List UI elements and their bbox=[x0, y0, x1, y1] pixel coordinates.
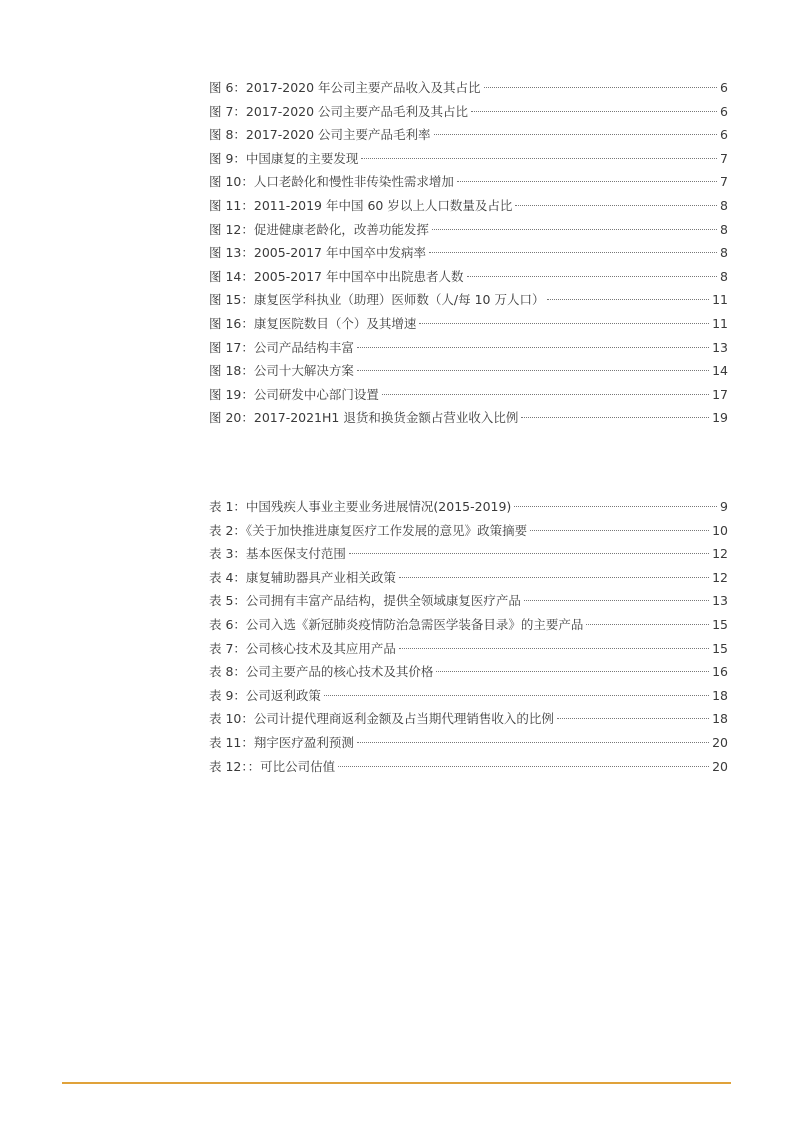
toc-entry-page: 13 bbox=[712, 339, 728, 355]
toc-entry-page: 20 bbox=[712, 734, 728, 750]
toc-entry-title: 图 17：公司产品结构丰富 bbox=[209, 339, 354, 355]
figure-index bbox=[209, 76, 728, 430]
toc-entry[interactable] bbox=[209, 336, 728, 360]
toc-entry-page: 6 bbox=[720, 103, 728, 119]
dot-leader bbox=[514, 506, 717, 507]
dot-leader bbox=[429, 252, 717, 253]
toc-entry-page: 12 bbox=[712, 569, 728, 585]
toc-entry[interactable] bbox=[209, 613, 728, 637]
toc-entry-page: 15 bbox=[712, 640, 728, 656]
dot-leader bbox=[324, 695, 709, 696]
dot-leader bbox=[361, 158, 717, 159]
toc-entry-title: 图 12：促进健康老龄化，改善功能发挥 bbox=[209, 221, 429, 237]
toc-entry[interactable] bbox=[209, 731, 728, 755]
dot-leader bbox=[357, 742, 709, 743]
toc-entry-title: 表 4：康复辅助器具产业相关政策 bbox=[209, 569, 396, 585]
toc-entry-page: 8 bbox=[720, 245, 728, 261]
toc-entry-page: 19 bbox=[712, 410, 728, 426]
toc-entry[interactable] bbox=[209, 566, 728, 590]
toc-entry-title: 表 2：《关于加快推进康复医疗工作发展的意见》政策摘要 bbox=[209, 522, 528, 538]
toc-entry[interactable] bbox=[209, 589, 728, 613]
toc-entry-page: 13 bbox=[712, 593, 728, 609]
dot-leader bbox=[484, 87, 718, 88]
toc-entry-page: 6 bbox=[720, 127, 728, 143]
dot-leader bbox=[457, 181, 717, 182]
toc-entry[interactable] bbox=[209, 707, 728, 731]
dot-leader bbox=[399, 577, 709, 578]
toc-entry-page: 17 bbox=[712, 386, 728, 402]
toc-entry[interactable] bbox=[209, 265, 728, 289]
toc-entry-title: 表 10：公司计提代理商返利金额及占当期代理销售收入的比例 bbox=[209, 711, 554, 727]
toc-entry[interactable] bbox=[209, 170, 728, 194]
toc-entry[interactable] bbox=[209, 218, 728, 242]
toc-entry[interactable] bbox=[209, 241, 728, 265]
dot-leader bbox=[436, 671, 709, 672]
dot-leader bbox=[338, 766, 709, 767]
dot-leader bbox=[471, 111, 717, 112]
toc-entry-title: 表 6：公司入选《新冠肺炎疫情防治急需医学装备目录》的主要产品 bbox=[209, 616, 584, 632]
toc-entry[interactable] bbox=[209, 76, 728, 100]
dot-leader bbox=[357, 347, 709, 348]
dot-leader bbox=[419, 323, 709, 324]
toc-entry-title: 图 20：2017-2021H1 退货和换货金额占营业收入比例 bbox=[209, 410, 519, 426]
dot-leader bbox=[524, 600, 709, 601]
dot-leader bbox=[434, 134, 718, 135]
toc-entry-title: 图 6：2017-2020 年公司主要产品收入及其占比 bbox=[209, 80, 481, 95]
dot-leader bbox=[515, 205, 717, 206]
toc-entry-title: 图 7：2017-2020 公司主要产品毛利及其占比 bbox=[209, 103, 469, 119]
dot-leader bbox=[382, 394, 709, 395]
toc-entry-title: 表 11：翔宇医疗盈利预测 bbox=[209, 734, 354, 750]
toc-entry[interactable] bbox=[209, 684, 728, 708]
toc-entry-page: 8 bbox=[720, 221, 728, 237]
table-index bbox=[209, 495, 728, 778]
dot-leader bbox=[530, 530, 709, 531]
toc-entry-page: 7 bbox=[720, 174, 728, 190]
toc-entry-page: 16 bbox=[712, 664, 728, 680]
toc-entry[interactable] bbox=[209, 100, 728, 124]
dot-leader bbox=[349, 553, 709, 554]
dot-leader bbox=[557, 718, 709, 719]
toc-entry-title: 表 9：公司返利政策 bbox=[209, 687, 321, 703]
toc-entry-page: 7 bbox=[720, 150, 728, 166]
toc-entry[interactable] bbox=[209, 637, 728, 661]
toc-entry[interactable] bbox=[209, 406, 728, 430]
toc-entry[interactable] bbox=[209, 383, 728, 407]
dot-leader bbox=[357, 370, 709, 371]
toc-entry[interactable] bbox=[209, 542, 728, 566]
toc-entry[interactable] bbox=[209, 194, 728, 218]
toc-entry-title: 图 11：2011-2019 年中国 60 岁以上人口数量及占比 bbox=[209, 197, 513, 213]
dot-leader bbox=[467, 276, 718, 277]
toc-entry-title: 图 15：康复医学科执业（助理）医师数（人/每 10 万人口） bbox=[209, 292, 545, 308]
toc-entry-title: 表 8：公司主要产品的核心技术及其价格 bbox=[209, 664, 434, 680]
toc-entry-page: 14 bbox=[712, 363, 728, 379]
toc-entry-title: 表 1：中国残疾人事业主要业务进展情况(2015-2019) bbox=[209, 499, 512, 514]
toc-entry-page: 20 bbox=[712, 758, 728, 774]
toc-entry-title: 图 14：2005-2017 年中国卒中出院患者人数 bbox=[209, 268, 464, 284]
toc-entry-page: 6 bbox=[720, 80, 728, 95]
toc-entry-page: 8 bbox=[720, 197, 728, 213]
toc-entry[interactable] bbox=[209, 359, 728, 383]
toc-entry[interactable] bbox=[209, 123, 728, 147]
toc-entry[interactable] bbox=[209, 660, 728, 684]
toc-entry[interactable] bbox=[209, 312, 728, 336]
footer-rule bbox=[62, 1082, 731, 1084]
toc-entry-title: 图 10：人口老龄化和慢性非传染性需求增加 bbox=[209, 174, 454, 190]
toc-entry-title: 表 3：基本医保支付范围 bbox=[209, 546, 346, 562]
toc-entry[interactable] bbox=[209, 147, 728, 171]
toc-entry-page: 9 bbox=[720, 499, 728, 514]
dot-leader bbox=[547, 299, 709, 300]
dot-leader bbox=[432, 229, 717, 230]
toc-entry-title: 图 18：公司十大解决方案 bbox=[209, 363, 354, 379]
toc-entry-title: 图 8：2017-2020 公司主要产品毛利率 bbox=[209, 127, 431, 143]
toc-entry[interactable] bbox=[209, 755, 728, 779]
toc-entry[interactable] bbox=[209, 519, 728, 543]
toc-entry-page: 18 bbox=[712, 687, 728, 703]
toc-entry-page: 18 bbox=[712, 711, 728, 727]
toc-entry[interactable] bbox=[209, 495, 728, 519]
toc-entry-page: 11 bbox=[712, 292, 728, 308]
toc-entry-title: 图 9：中国康复的主要发现 bbox=[209, 150, 359, 166]
toc-entry-title: 图 13：2005-2017 年中国卒中发病率 bbox=[209, 245, 426, 261]
dot-leader bbox=[586, 624, 709, 625]
toc-entry-page: 11 bbox=[712, 315, 728, 331]
toc-entry-page: 10 bbox=[712, 522, 728, 538]
toc-entry-page: 15 bbox=[712, 616, 728, 632]
toc-entry-page: 12 bbox=[712, 546, 728, 562]
toc-entry-title: 图 16：康复医院数目（个）及其增速 bbox=[209, 315, 417, 331]
toc-entry-title: 表 7：公司核心技术及其应用产品 bbox=[209, 640, 396, 656]
toc-entry-page: 8 bbox=[720, 268, 728, 284]
toc-entry[interactable] bbox=[209, 288, 728, 312]
toc-entry-title: 表 5：公司拥有丰富产品结构，提供全领域康复医疗产品 bbox=[209, 593, 521, 609]
dot-leader bbox=[521, 417, 709, 418]
toc-entry-title: 图 19：公司研发中心部门设置 bbox=[209, 386, 379, 402]
dot-leader bbox=[399, 648, 709, 649]
toc-entry-title: 表 12：：可比公司估值 bbox=[209, 758, 336, 774]
